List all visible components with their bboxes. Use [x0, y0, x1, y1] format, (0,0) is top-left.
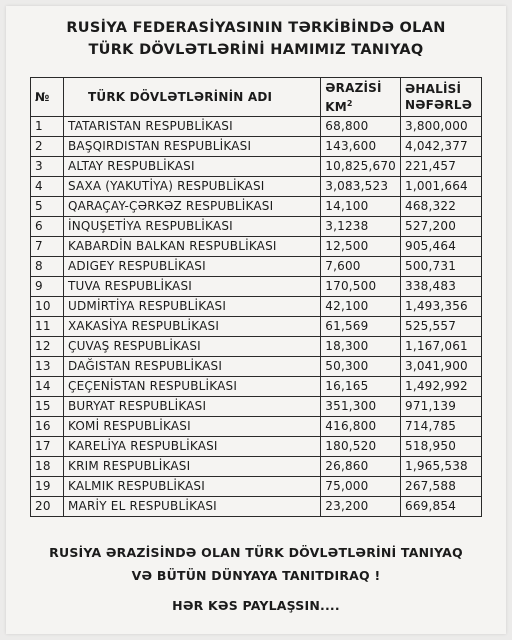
row-number: 11	[31, 317, 64, 337]
table-header-row	[31, 78, 482, 117]
row-name: KALMIK RESPUBLİKASI	[64, 477, 321, 497]
row-area: 416,800	[321, 417, 401, 437]
footer-line-3: HƏR KƏS PAYLAŞSIN....	[172, 598, 340, 613]
row-area: 75,000	[321, 477, 401, 497]
row-population: 669,854	[401, 497, 482, 517]
table-row	[31, 377, 482, 397]
table-row	[31, 357, 482, 377]
footer-line-1: RUSİYA ƏRAZİSİNDƏ OLAN TÜRK DÖVLƏTLƏRİNİ TANIYAQ	[49, 545, 463, 560]
row-population: 3,800,000	[401, 117, 482, 137]
table-row	[31, 297, 482, 317]
row-number: 9	[31, 277, 64, 297]
row-population: 971,139	[401, 397, 482, 417]
row-area: 26,860	[321, 457, 401, 477]
table-row	[31, 337, 482, 357]
row-area: 16,165	[321, 377, 401, 397]
row-number: 1	[31, 117, 64, 137]
table-row	[31, 257, 482, 277]
table-body	[31, 117, 482, 517]
row-name: MARİY EL RESPUBLİKASI	[64, 497, 321, 517]
row-area: 143,600	[321, 137, 401, 157]
row-name: BAŞQIRDISTAN RESPUBLİKASI	[64, 137, 321, 157]
row-number: 8	[31, 257, 64, 277]
row-name: UDMİRTİYA RESPUBLİKASI	[64, 297, 321, 317]
header-population-label: ƏHALİSİ	[405, 82, 462, 96]
republics-table	[30, 77, 482, 517]
row-name: BURYAT RESPUBLİKASI	[64, 397, 321, 417]
row-area: 61,569	[321, 317, 401, 337]
header-area-label: ƏRAZİSİ	[325, 80, 382, 95]
row-population: 1,167,061	[401, 337, 482, 357]
row-number: 15	[31, 397, 64, 417]
row-population: 714,785	[401, 417, 482, 437]
row-number: 3	[31, 157, 64, 177]
footer-line-2: VƏ BÜTÜN DÜNYAYA TANITDIRAQ !	[131, 568, 381, 583]
header-area-unit: KM	[325, 99, 347, 114]
row-number: 10	[31, 297, 64, 317]
title-line-2: TÜRK DÖVLƏTLƏRİNİ HAMIMIZ TANIYAQ	[88, 42, 424, 58]
row-population: 1,965,538	[401, 457, 482, 477]
row-number: 6	[31, 217, 64, 237]
row-area: 68,800	[321, 117, 401, 137]
row-number: 5	[31, 197, 64, 217]
row-area: 351,300	[321, 397, 401, 417]
table-row	[31, 137, 482, 157]
row-name: KOMİ RESPUBLİKASI	[64, 417, 321, 437]
row-name: SAXA (YAKUTİYA) RESPUBLİKASI	[64, 177, 321, 197]
row-number: 17	[31, 437, 64, 457]
row-population: 3,041,900	[401, 357, 482, 377]
row-name: ADIGEY RESPUBLİKASI	[64, 257, 321, 277]
row-number: 7	[31, 237, 64, 257]
row-area: 50,300	[321, 357, 401, 377]
row-number: 19	[31, 477, 64, 497]
row-area: 10,825,670	[321, 157, 401, 177]
row-number: 4	[31, 177, 64, 197]
row-name: KABARDİN BALKAN RESPUBLİKASI	[64, 237, 321, 257]
table-row	[31, 117, 482, 137]
row-number: 16	[31, 417, 64, 437]
row-number: 18	[31, 457, 64, 477]
title-line-1: RUSİYA FEDERASİYASININ TƏRKİBİNDƏ OLAN	[66, 20, 446, 36]
row-area: 18,300	[321, 337, 401, 357]
row-population: 518,950	[401, 437, 482, 457]
row-area: 3,1238	[321, 217, 401, 237]
table-row	[31, 317, 482, 337]
row-number: 14	[31, 377, 64, 397]
header-population	[401, 78, 482, 117]
row-population: 1,493,356	[401, 297, 482, 317]
row-population: 267,588	[401, 477, 482, 497]
table-row	[31, 177, 482, 197]
header-number: №	[31, 78, 64, 117]
row-number: 12	[31, 337, 64, 357]
row-name: DAĞISTAN RESPUBLİKASI	[64, 357, 321, 377]
table-row	[31, 497, 482, 517]
row-name: QARAÇAY-ÇƏRKƏZ RESPUBLİKASI	[64, 197, 321, 217]
row-population: 338,483	[401, 277, 482, 297]
row-number: 20	[31, 497, 64, 517]
header-name: TÜRK DÖVLƏTLƏRİNİN ADI	[64, 78, 321, 117]
row-area: 12,500	[321, 237, 401, 257]
row-area: 170,500	[321, 277, 401, 297]
row-population: 4,042,377	[401, 137, 482, 157]
row-name: KRIM RESPUBLİKASI	[64, 457, 321, 477]
table-row	[31, 457, 482, 477]
header-population-unit: NƏFƏRLƏ	[405, 98, 473, 112]
row-name: XAKASİYA RESPUBLİKASI	[64, 317, 321, 337]
table-row	[31, 437, 482, 457]
row-population: 221,457	[401, 157, 482, 177]
header-area	[321, 78, 401, 117]
table-row	[31, 197, 482, 217]
row-name: ALTAY RESPUBLİKASI	[64, 157, 321, 177]
row-name: TATARISTAN RESPUBLİKASI	[64, 117, 321, 137]
row-population: 468,322	[401, 197, 482, 217]
table-row	[31, 477, 482, 497]
row-name: ÇEÇENİSTAN RESPUBLİKASI	[64, 377, 321, 397]
row-name: KARELİYA RESPUBLİKASI	[64, 437, 321, 457]
row-area: 23,200	[321, 497, 401, 517]
row-population: 1,492,992	[401, 377, 482, 397]
row-area: 7,600	[321, 257, 401, 277]
table-row	[31, 237, 482, 257]
row-area: 3,083,523	[321, 177, 401, 197]
row-number: 2	[31, 137, 64, 157]
row-name: TUVA RESPUBLİKASI	[64, 277, 321, 297]
row-population: 500,731	[401, 257, 482, 277]
row-population: 527,200	[401, 217, 482, 237]
row-population: 1,001,664	[401, 177, 482, 197]
table-row	[31, 217, 482, 237]
table-row	[31, 417, 482, 437]
header-area-unit-sup: 2	[346, 98, 353, 108]
table-row	[31, 277, 482, 297]
table-row	[31, 157, 482, 177]
table-row	[31, 397, 482, 417]
row-name: İNQUŞETİYA RESPUBLİKASI	[64, 217, 321, 237]
row-area: 42,100	[321, 297, 401, 317]
row-number: 13	[31, 357, 64, 377]
row-area: 14,100	[321, 197, 401, 217]
row-area: 180,520	[321, 437, 401, 457]
row-name: ÇUVAŞ RESPUBLİKASI	[64, 337, 321, 357]
row-population: 525,557	[401, 317, 482, 337]
row-population: 905,464	[401, 237, 482, 257]
